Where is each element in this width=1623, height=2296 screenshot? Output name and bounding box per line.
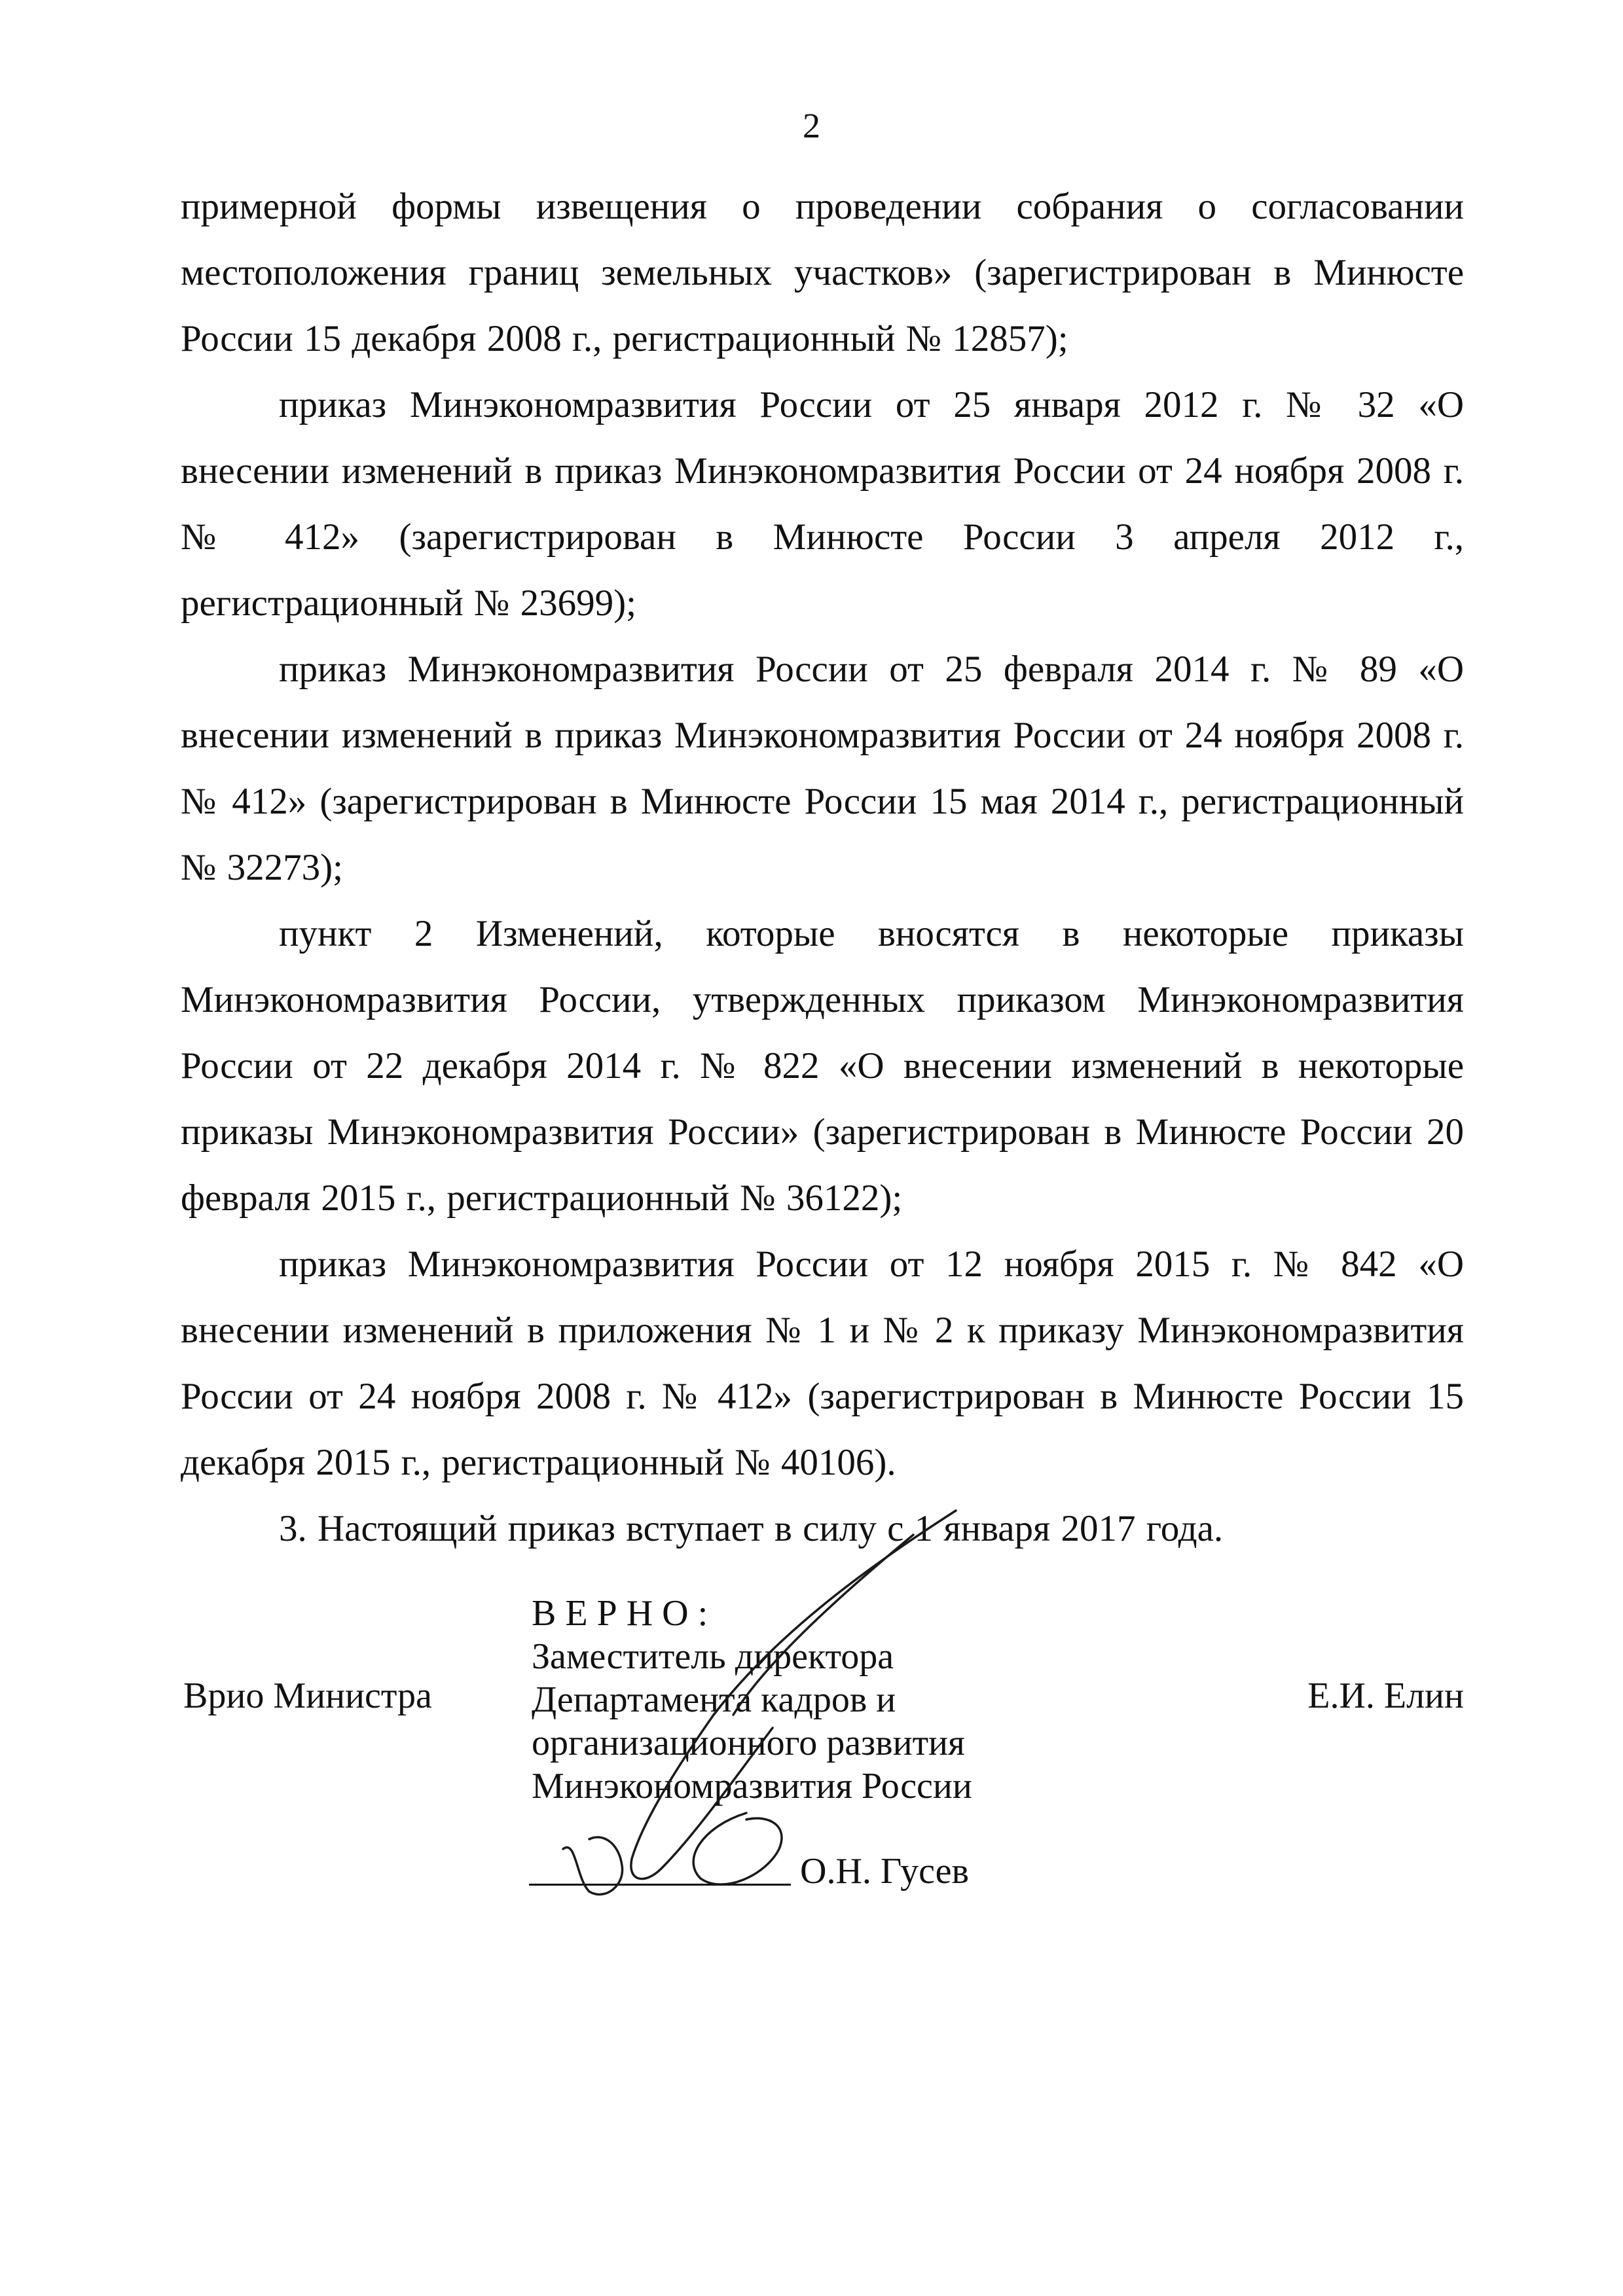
certification-line: Департамента кадров и xyxy=(532,1679,896,1720)
document-body xyxy=(181,173,1464,1562)
certification-block xyxy=(532,1592,972,1808)
signature-line xyxy=(529,1884,791,1886)
paragraph-1: примерной формы извещения о проведении собрания о согласовании местоположения границ земельных участков» (зарегистрирован в Минюсте России 15 декабря 2008 г., регистрационный № 12857); xyxy=(181,186,1464,359)
minister-name: Е.И. Елин xyxy=(1307,1676,1464,1716)
page-number: 2 xyxy=(803,106,820,145)
certification-line: Заместитель директора xyxy=(532,1636,894,1677)
certification-line: организационного развития xyxy=(532,1723,965,1763)
signer-name: О.Н. Гусев xyxy=(800,1851,969,1892)
acting-minister-title: Врио Министра xyxy=(183,1676,432,1716)
paragraph-3: приказ Минэкономразвития России от 25 февраля 2014 г. № 89 «О внесении изменений в приказ Минэкономразвития России от 24 ноября 2008 г. № 412» (зарегистрирован в Минюсте России 15 мая 2014 г., регистрационный № 32273); xyxy=(181,649,1464,888)
paragraph-5: приказ Минэкономразвития России от 12 ноября 2015 г. № 842 «О внесении изменений в приложения № 1 и № 2 к приказу Минэкономразвития России от 24 ноября 2008 г. № 412» (зарегистрирован в Минюсте России 15 декабря 2015 г., регистрационный № 40106). xyxy=(181,1244,1464,1483)
certification-line: Минэкономразвития России xyxy=(532,1766,972,1806)
paragraph-4: пункт 2 Изменений, которые вносятся в некоторые приказы Минэкономразвития России, утвержденных приказом Минэкономразвития России от 22 декабря 2014 г. № 822 «О внесении изменений в некоторые приказы Минэкономразвития России» (зарегистрирован в Минюсте России 20 февраля 2015 г., регистрационный № 36122); xyxy=(181,913,1464,1219)
paragraph-effective-date: 3. Настоящий приказ вступает в силу с 1 января 2017 года. xyxy=(279,1508,1224,1549)
certification-heading: ВЕРНО: xyxy=(532,1593,718,1634)
paragraph-2: приказ Минэкономразвития России от 25 января 2012 г. № 32 «О внесении изменений в приказ Минэкономразвития России от 24 ноября 2008 г. № 412» (зарегистрирован в Минюсте России 3 апреля 2012 г., регистрационный № 23699); xyxy=(181,384,1464,624)
